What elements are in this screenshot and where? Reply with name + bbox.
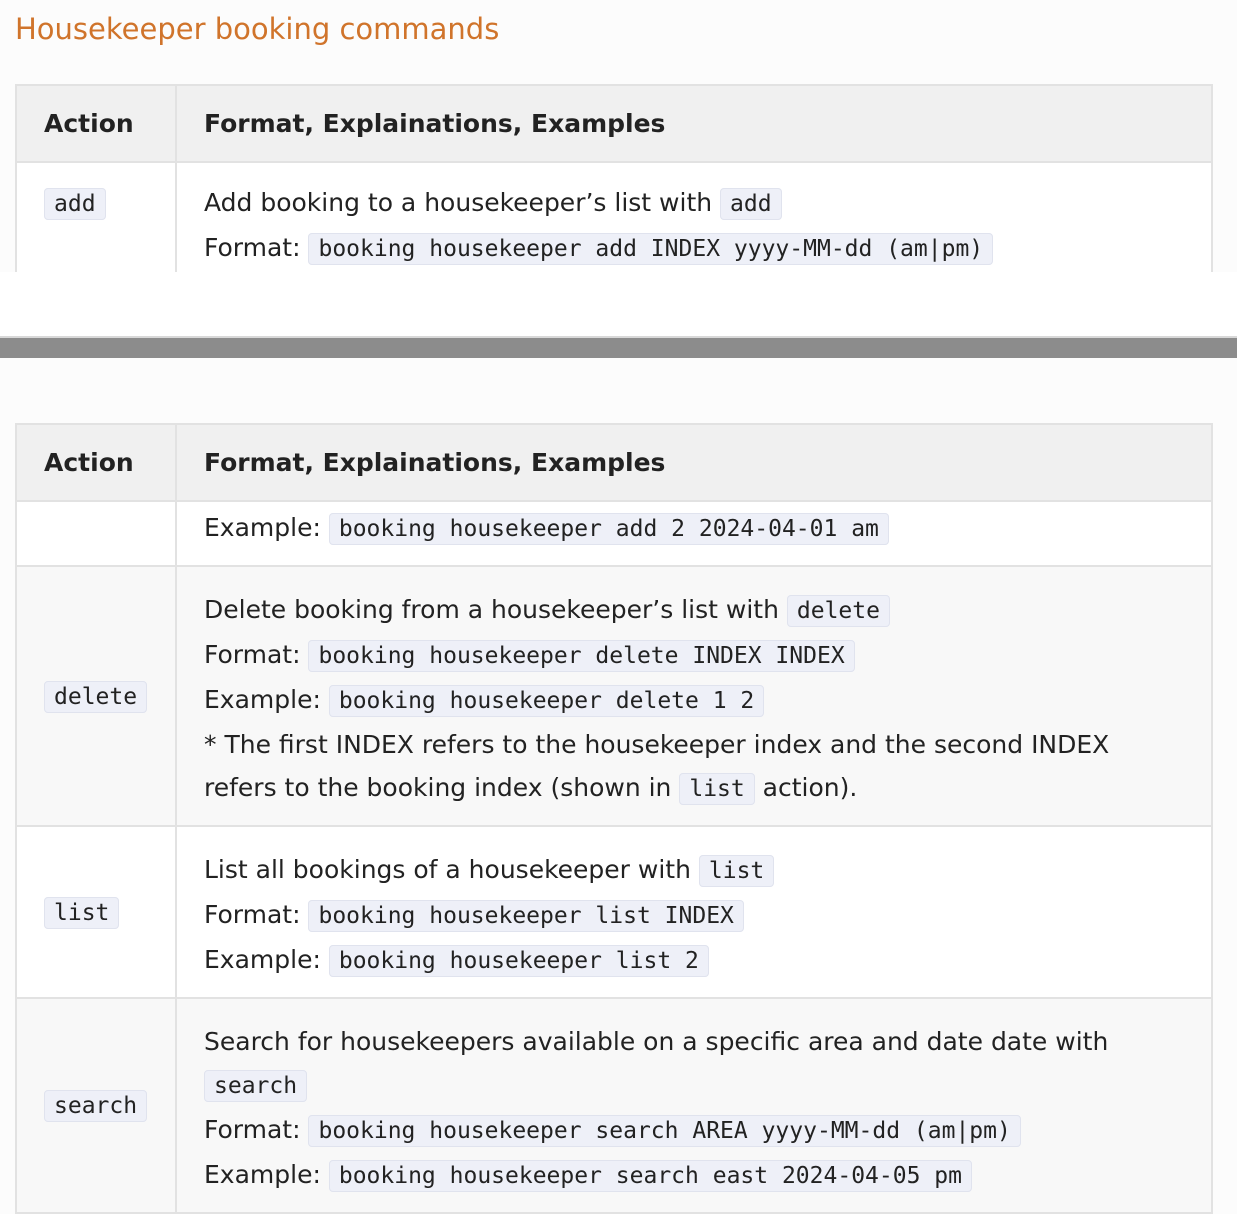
table-row-list bbox=[16, 826, 1212, 998]
table-header-row bbox=[16, 85, 1212, 162]
inline-code: list bbox=[699, 855, 774, 887]
action-cell bbox=[16, 566, 176, 826]
example-label: Example: bbox=[204, 945, 329, 974]
format-label: Format: bbox=[204, 1115, 309, 1144]
description-text: List all bookings of a housekeeper with bbox=[204, 855, 699, 884]
inline-code: list bbox=[679, 773, 754, 805]
action-cell bbox=[16, 998, 176, 1213]
format-line bbox=[204, 893, 1211, 938]
description-text: Search for housekeepers available on a specific area and date date with bbox=[204, 1027, 1109, 1056]
inline-code: add bbox=[720, 188, 782, 220]
details-cell bbox=[176, 998, 1212, 1213]
details-cell bbox=[176, 501, 1212, 566]
example-line bbox=[204, 506, 1211, 551]
description-text: Delete booking from a housekeeper’s list with bbox=[204, 595, 787, 624]
example-label: Example: bbox=[204, 1160, 329, 1189]
description-line bbox=[204, 181, 1211, 226]
details-cell bbox=[176, 826, 1212, 998]
format-code: booking housekeeper search AREA yyyy-MM-dd (am|pm) bbox=[308, 1115, 1020, 1147]
commands-table-bottom bbox=[15, 423, 1213, 1214]
table-header-row bbox=[16, 424, 1212, 501]
example-line bbox=[204, 1153, 1211, 1198]
header-details: Format, Explainations, Examples bbox=[176, 424, 1212, 501]
header-action: Action bbox=[16, 85, 176, 162]
note-text: * The first INDEX refers to the housekeeper index and the second INDEX refers to the booking index (shown in bbox=[204, 730, 1110, 802]
table-row-add bbox=[16, 162, 1212, 288]
action-cell bbox=[16, 162, 176, 288]
format-label: Format: bbox=[204, 640, 309, 669]
action-code-list: list bbox=[44, 897, 119, 929]
example-code: booking housekeeper add 2 2024-04-01 am bbox=[329, 513, 889, 545]
section-heading: Housekeeper booking commands bbox=[15, 12, 500, 46]
inline-code: search bbox=[204, 1070, 307, 1102]
table-row-delete bbox=[16, 566, 1212, 826]
example-line bbox=[204, 938, 1211, 983]
details-cell bbox=[176, 566, 1212, 826]
example-label: Example: bbox=[204, 685, 329, 714]
example-code: booking housekeeper list 2 bbox=[329, 945, 709, 977]
description-line bbox=[204, 1020, 1211, 1108]
inline-code: delete bbox=[787, 595, 890, 627]
action-cell bbox=[16, 501, 176, 566]
page-break-divider bbox=[0, 336, 1237, 360]
description-line bbox=[204, 588, 1211, 633]
header-action: Action bbox=[16, 424, 176, 501]
header-details: Format, Explainations, Examples bbox=[176, 85, 1212, 162]
description-line bbox=[204, 848, 1211, 893]
action-code-delete: delete bbox=[44, 681, 147, 713]
format-label: Format: bbox=[204, 900, 309, 929]
action-cell bbox=[16, 826, 176, 998]
format-line bbox=[204, 633, 1211, 678]
commands-table-top bbox=[15, 84, 1213, 289]
format-code: booking housekeeper list INDEX bbox=[308, 900, 743, 932]
example-label: Example: bbox=[204, 513, 329, 542]
table-row-add-continued bbox=[16, 501, 1212, 566]
format-label: Format: bbox=[204, 233, 309, 262]
format-code: booking housekeeper delete INDEX INDEX bbox=[308, 640, 854, 672]
table-row-search bbox=[16, 998, 1212, 1213]
format-line bbox=[204, 1108, 1211, 1153]
action-code-add: add bbox=[44, 188, 106, 220]
example-code: booking housekeeper search east 2024-04-05 pm bbox=[329, 1160, 972, 1192]
note-end-text: action). bbox=[754, 773, 858, 802]
format-line bbox=[204, 226, 1211, 271]
format-code: booking housekeeper add INDEX yyyy-MM-dd (am|pm) bbox=[308, 233, 993, 265]
details-cell bbox=[176, 162, 1212, 288]
example-line bbox=[204, 678, 1211, 723]
action-code-search: search bbox=[44, 1090, 147, 1122]
example-code: booking housekeeper delete 1 2 bbox=[329, 685, 764, 717]
description-text: Add booking to a housekeeper’s list with bbox=[204, 188, 721, 217]
page-break-gap bbox=[0, 272, 1237, 336]
note-text-block bbox=[204, 723, 1211, 811]
